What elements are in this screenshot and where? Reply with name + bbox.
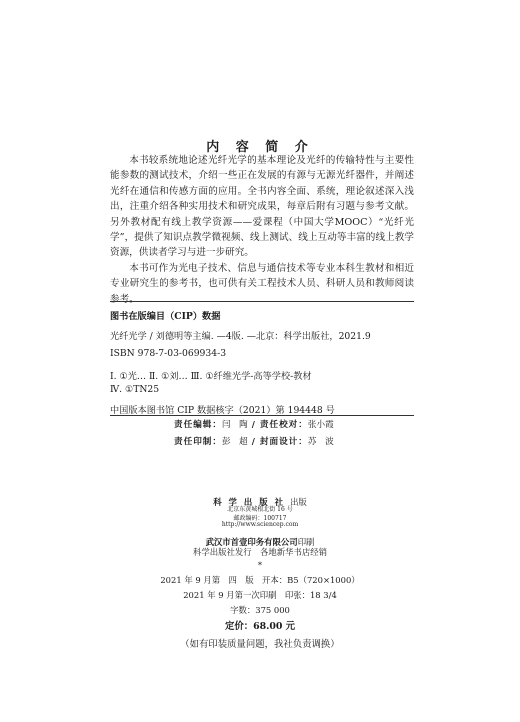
publisher-address: 北京东黄城根北街 16 号 xyxy=(227,506,293,513)
cip-isbn: ISBN 978-7-03-069934-3 xyxy=(110,348,227,359)
cip-subjects-line-2: Ⅳ. ①TN25 xyxy=(110,384,160,395)
publisher-postcode: 邮政编码：100717 xyxy=(233,515,287,522)
summary-paragraph-2: 本书可作为光电子技术、信息与通信技术等专业本科生教材和相近专业研究生的参考书，也可供有关工程技术人员、科研人员和教师阅读参考。 xyxy=(110,262,414,305)
middle-divider xyxy=(110,415,414,416)
responsible-editor-label: 责任编辑： xyxy=(174,420,222,430)
publisher-website: http://www.sciencep.com xyxy=(221,521,299,528)
printing-line: 2021 年 9 月第一次印刷 印张：18 3/4 xyxy=(183,590,337,600)
publisher-name: 科学出版社 xyxy=(213,497,291,507)
print-supervisor-label: 责任印制： xyxy=(174,437,222,447)
published-suffix: 出版 xyxy=(290,497,307,507)
separator-star: * xyxy=(257,560,263,570)
cip-subjects-line-1: Ⅰ. ①光… Ⅱ. ①刘… Ⅲ. ①纤维光学-高等学校-教材 xyxy=(110,371,312,382)
print-supervisor-name: 彭 超 xyxy=(221,437,248,447)
editor-credits-row-1 xyxy=(174,418,334,430)
price: 定价：68.00 元 xyxy=(224,621,296,632)
cover-designer-name: 苏 波 xyxy=(307,437,334,447)
summary-title: 内 容 简 介 xyxy=(206,140,314,155)
cover-designer-label: / 封面设计： xyxy=(247,437,308,447)
cip-heading: 图书在版编目（CIP）数据 xyxy=(110,311,221,322)
printed-suffix: 印刷 xyxy=(297,537,315,547)
summary-body xyxy=(110,153,414,307)
responsible-editor-name: 闫 陶 xyxy=(221,420,248,430)
printer-name: 武汉市首壹印务有限公司 xyxy=(205,537,298,547)
proofreader-name: 张小霞 xyxy=(307,420,334,430)
distribution-line: 科学出版社发行 各地新华书店经销 xyxy=(193,547,327,557)
editor-credits-row-2 xyxy=(174,435,334,447)
top-divider xyxy=(110,301,414,302)
cip-core-number: 中国版本图书馆 CIP 数据核字（2021）第 194448 号 xyxy=(110,405,335,416)
quality-notice: （如有印装质量问题，我社负责调换） xyxy=(180,639,340,650)
proofreader-label: / 责任校对： xyxy=(247,420,308,430)
word-count: 字数：375 000 xyxy=(230,605,290,615)
cip-book-line: 光纤光学 / 刘德明等主编. —4版. —北京：科学出版社，2021.9 xyxy=(110,331,371,342)
edition-line: 2021 年 9 月第 四 版 开本：B5（720×1000） xyxy=(160,575,360,585)
summary-paragraph-1: 本书较系统地论述光纤光学的基本理论及光纤的传输特性与主要性能参数的测试技术，介绍一些正在发展的有源与无源光纤器件，并阐述光纤在通信和传感方面的应用。全书内容全面、系统，理论叙述深入浅出，注重介绍各种实用技术和研究成果，每章后附有习题与参考文献。另外教材配有线上教学资源——爱课程（中国大学MOOC）“光纤光学”，提供了知识点教学微视频、线上测试、线上互动等丰富的线上教学资源，供读者学习与进一步研究。 xyxy=(110,155,414,259)
